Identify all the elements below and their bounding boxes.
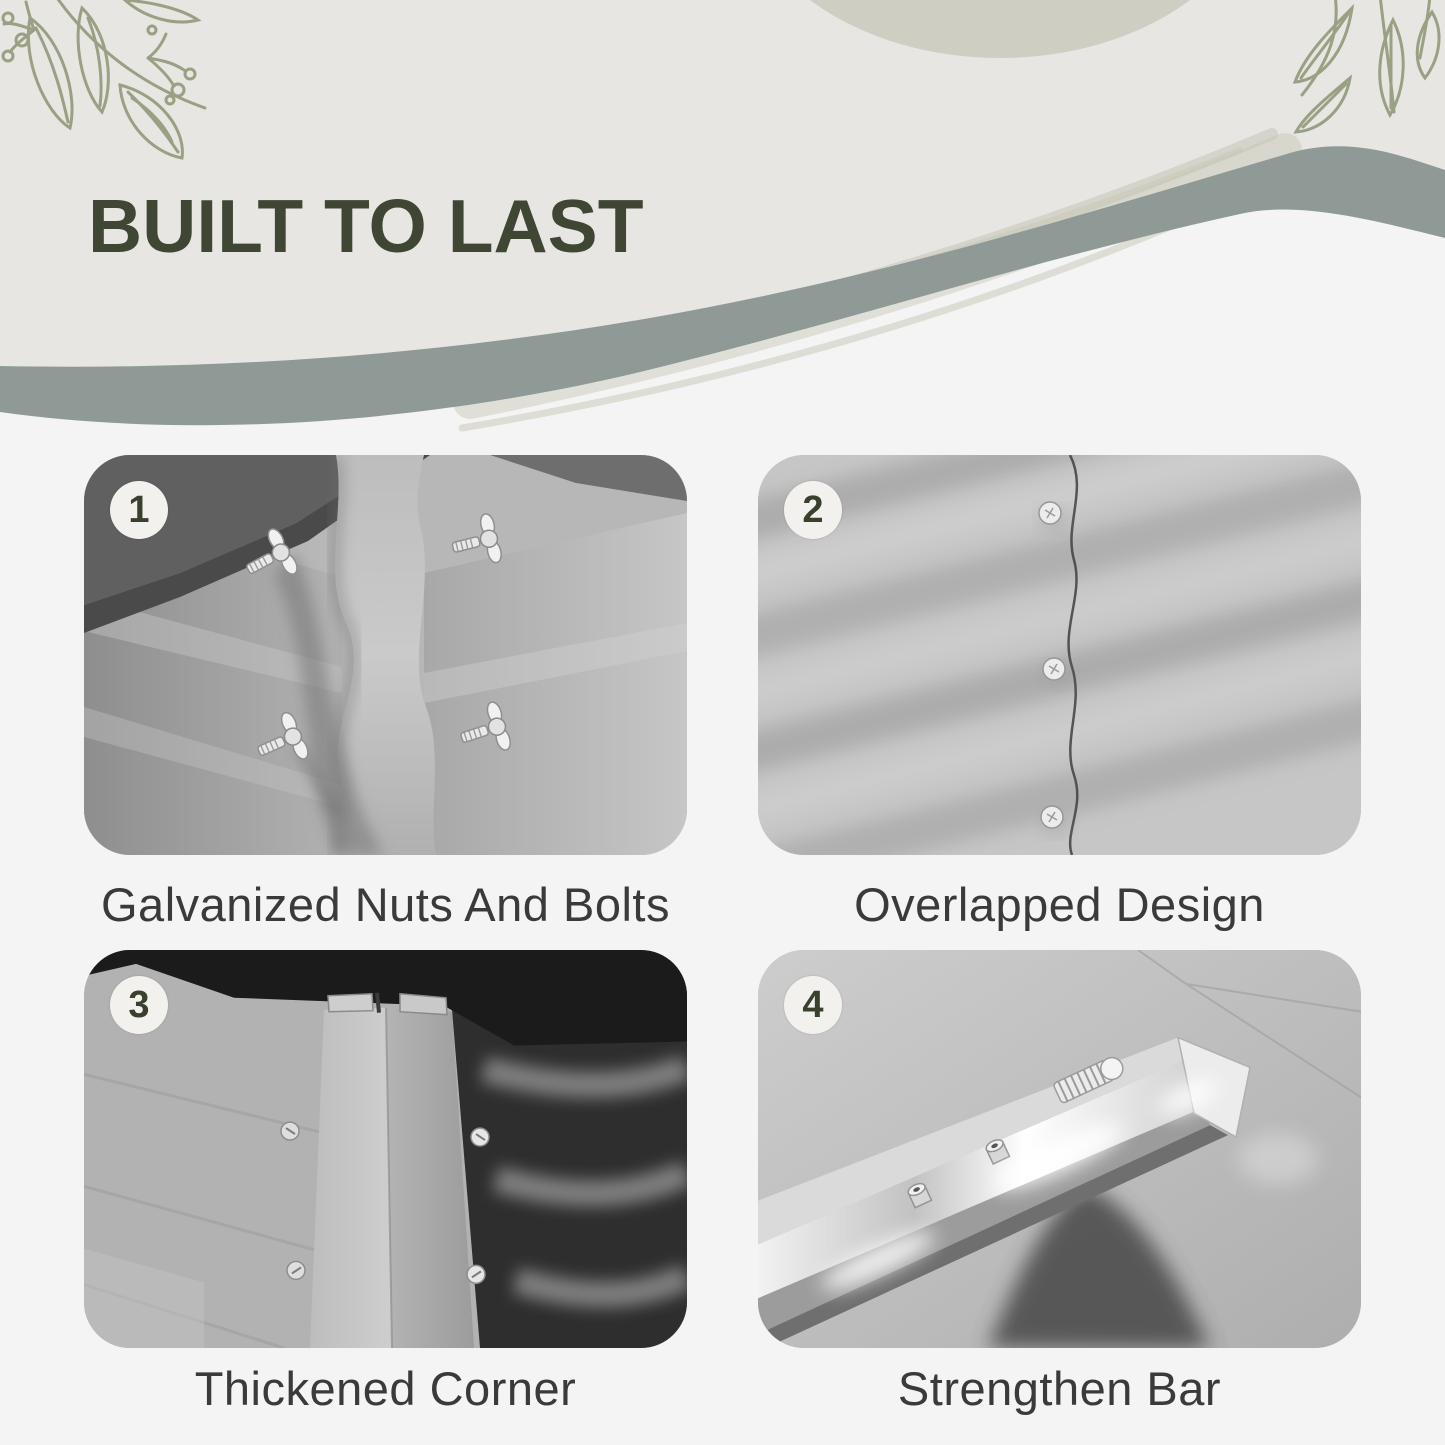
photo-thickened-corner: [84, 950, 687, 1348]
feature-3-caption: Thickened Corner: [194, 1362, 577, 1415]
photo-strengthen-bar: [758, 950, 1361, 1348]
feature-panel-3: [84, 950, 687, 1348]
feature-panel-1: [84, 455, 687, 855]
photo-galvanized-nuts-and-bolts: [84, 455, 687, 855]
feature-3-number-badge: [110, 976, 168, 1034]
feature-panel-2: [758, 455, 1361, 855]
feature-1-number: 1: [128, 488, 150, 531]
feature-2-number: 2: [802, 488, 824, 531]
feature-4-number-badge: [784, 976, 842, 1034]
photo-overlapped-design: [758, 455, 1361, 855]
feature-2-number-badge: [784, 481, 842, 539]
feature-1-caption: Galvanized Nuts And Bolts: [101, 878, 670, 931]
feature-4-number: 4: [802, 983, 824, 1026]
feature-panel-4: [758, 950, 1361, 1348]
feature-4-caption: Strengthen Bar: [897, 1362, 1222, 1415]
feature-1-number-badge: [110, 481, 168, 539]
page-title: BUILT TO LAST: [88, 184, 644, 268]
feature-3-number: 3: [128, 983, 150, 1026]
feature-2-caption: Overlapped Design: [854, 878, 1265, 931]
